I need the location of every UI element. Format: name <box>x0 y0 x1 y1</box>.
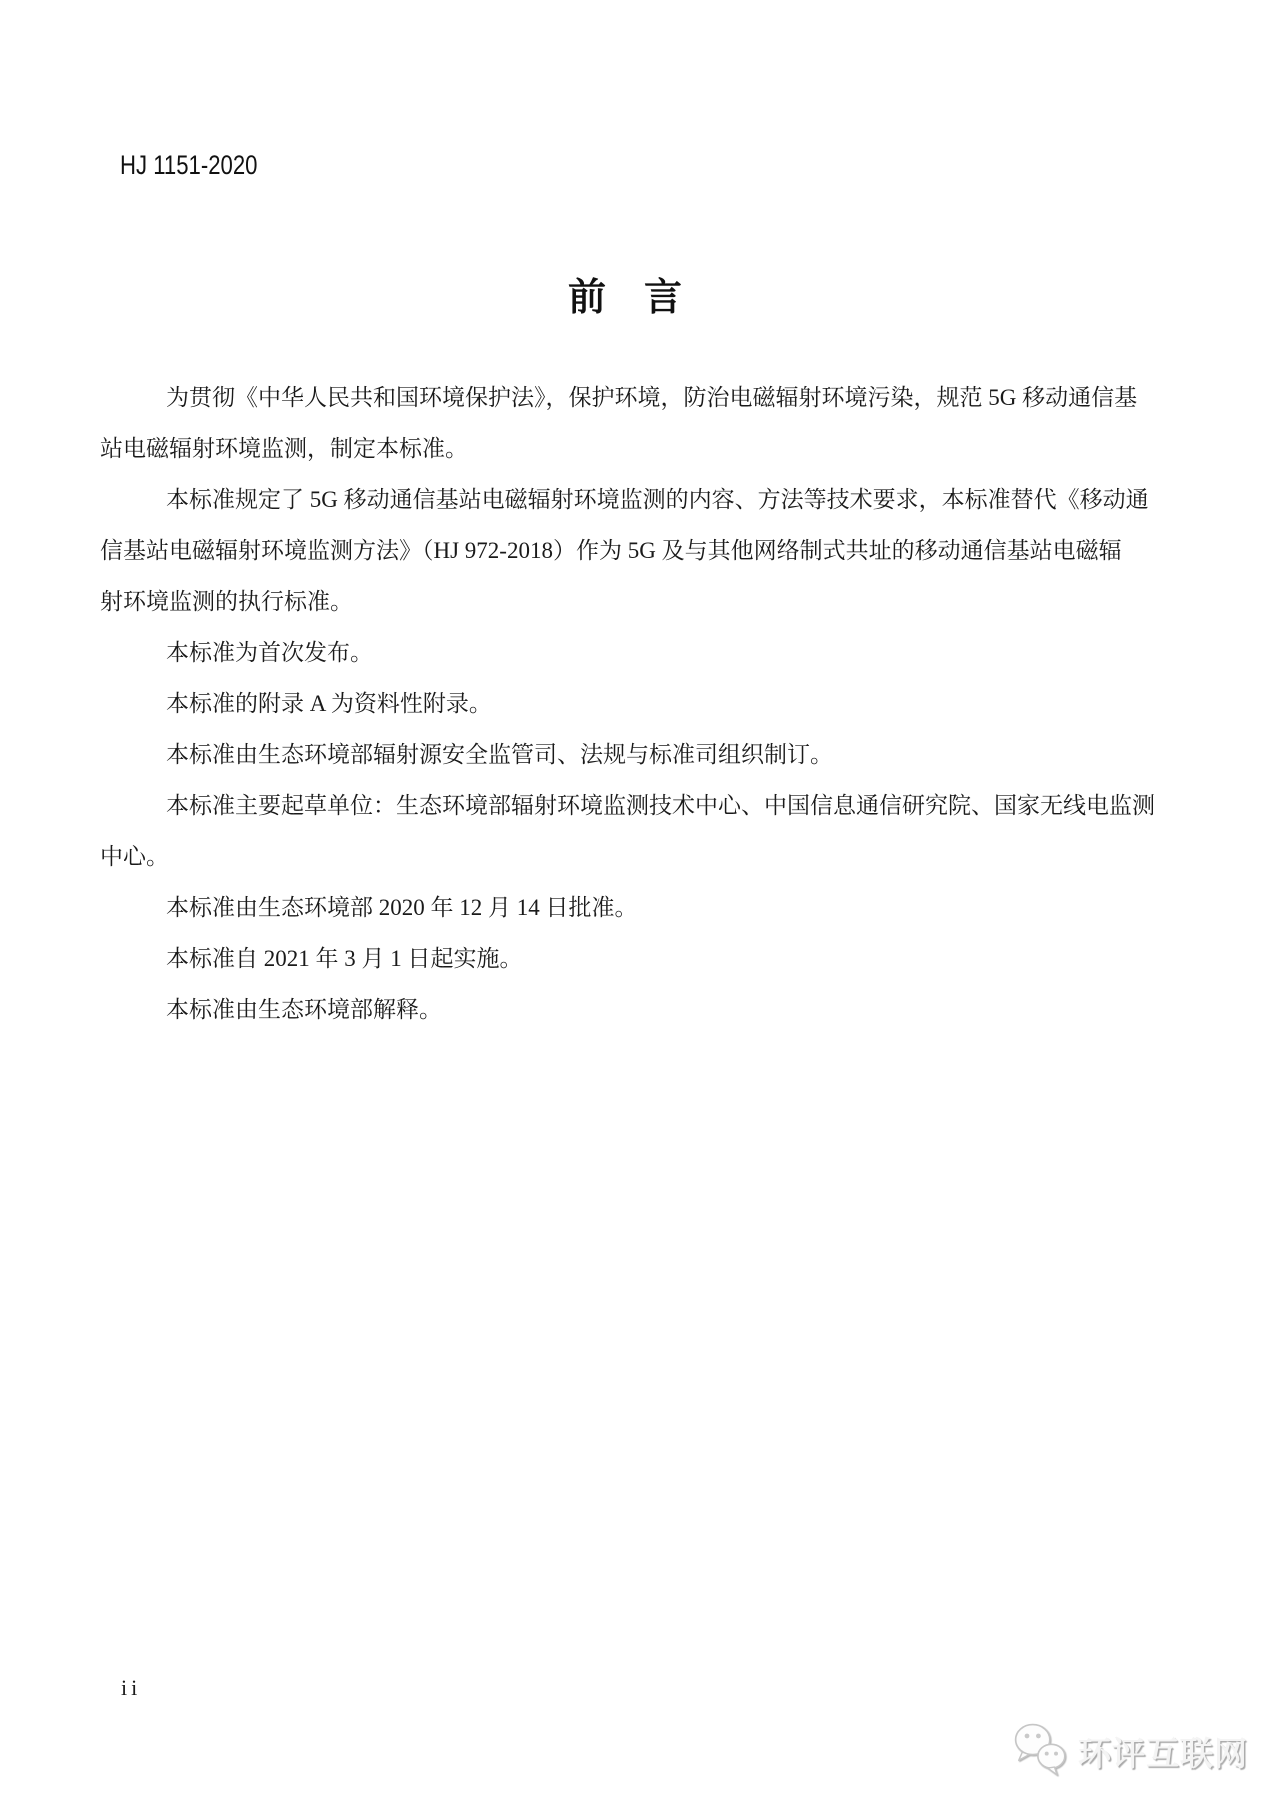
foreword-line: 本标准由生态环境部 2020 年 12 月 14 日批准。 <box>166 895 638 920</box>
wechat-logo-icon <box>1012 1722 1070 1780</box>
watermark <box>1012 1722 1248 1780</box>
foreword-line: 本标准的附录 A 为资料性附录。 <box>166 691 492 716</box>
foreword-line: 中心。 <box>100 844 169 869</box>
foreword-line: 本标准自 2021 年 3 月 1 日起实施。 <box>166 946 523 971</box>
foreword-line: 为贯彻《中华人民共和国环境保护法》，保护环境，防治电磁辐射环境污染，规范 5G 移动通信基 <box>166 385 1138 410</box>
foreword-line: 站电磁辐射环境监测，制定本标准。 <box>100 436 468 461</box>
foreword-line: 本标准由生态环境部解释。 <box>166 997 442 1022</box>
watermark-label: 环评互联网 <box>1078 1734 1248 1772</box>
foreword-line: 本标准由生态环境部辐射源安全监管司、法规与标准司组织制订。 <box>166 742 833 767</box>
page-title: 前 言 <box>567 277 682 319</box>
page-number: ii <box>121 1675 142 1700</box>
standard-number: HJ 1151-2020 <box>120 150 258 180</box>
foreword-body <box>100 372 1155 1035</box>
foreword-line: 信基站电磁辐射环境监测方法》（HJ 972-2018）作为 5G 及与其他网络制式共址的移动通信基站电磁辐 <box>100 538 1122 563</box>
foreword-line: 本标准主要起草单位：生态环境部辐射环境监测技术中心、中国信息通信研究院、国家无线电监测 <box>166 793 1155 818</box>
foreword-line: 射环境监测的执行标准。 <box>100 589 353 614</box>
foreword-line: 本标准为首次发布。 <box>166 640 373 665</box>
foreword-line: 本标准规定了 5G 移动通信基站电磁辐射环境监测的内容、方法等技术要求，本标准替代《移动通 <box>166 487 1149 512</box>
